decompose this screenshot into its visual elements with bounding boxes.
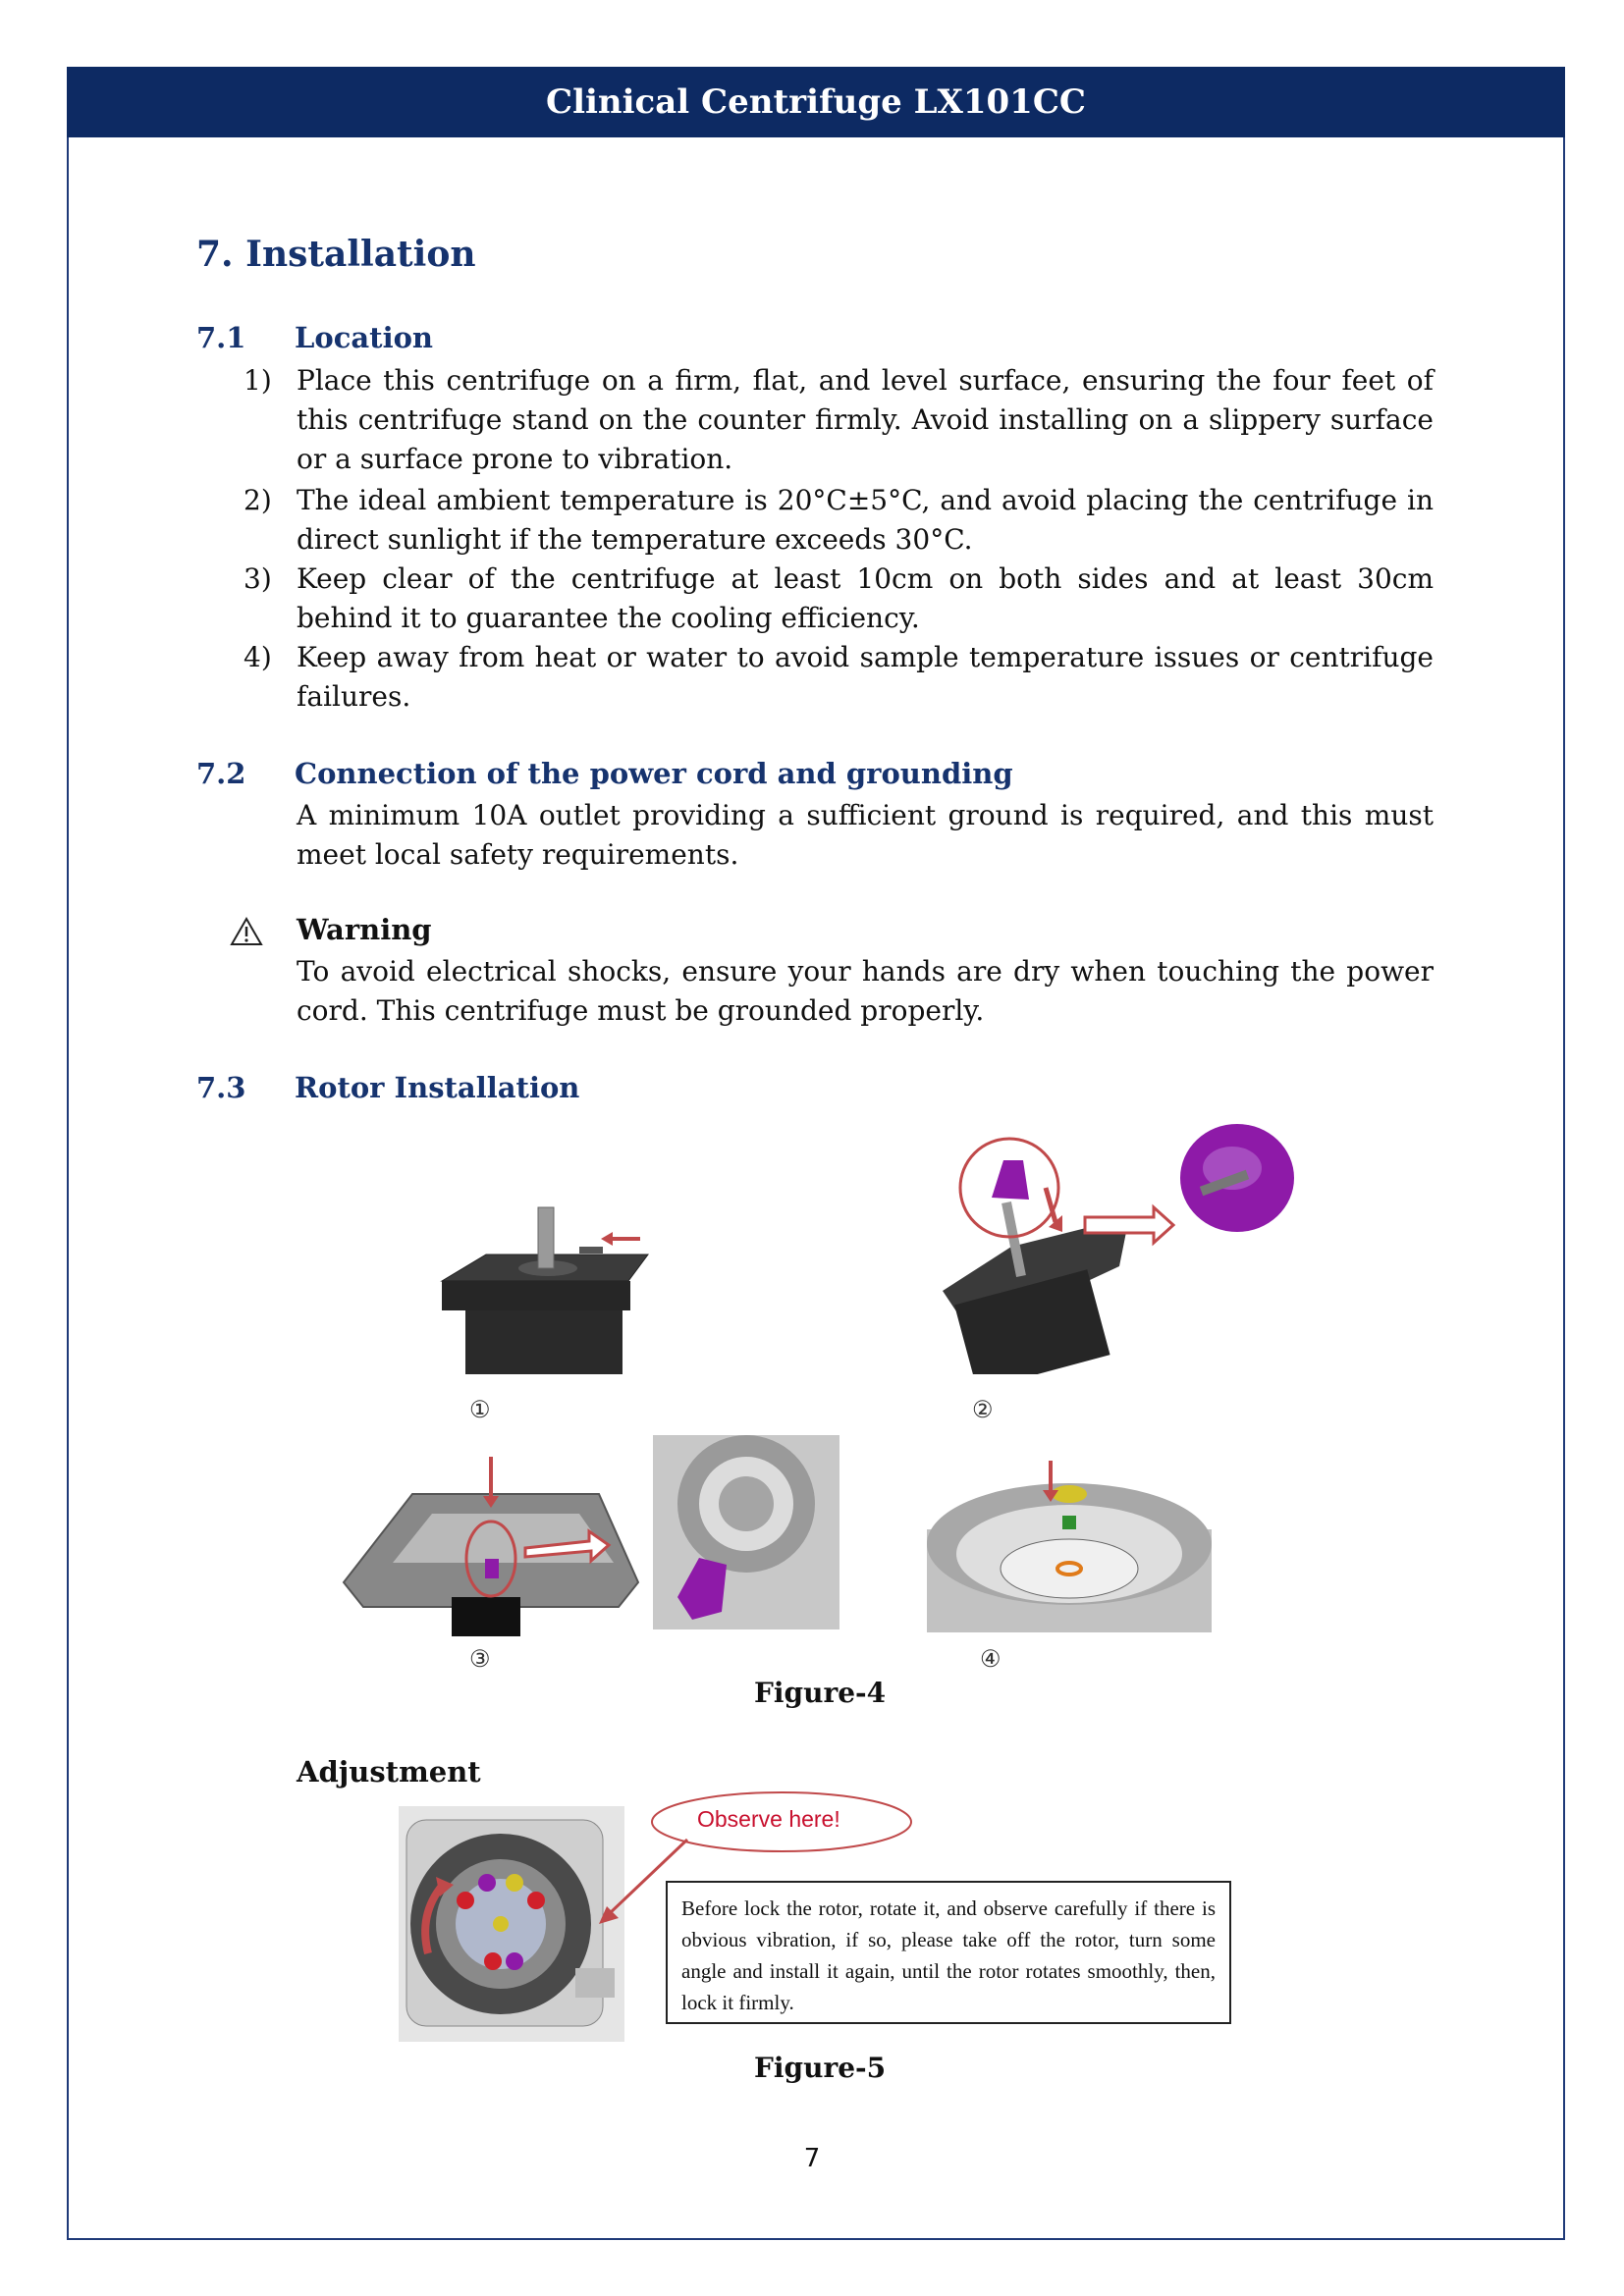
subsection-number: 7.1	[196, 321, 246, 354]
list-text: Place this centrifuge on a firm, flat, and level surface, ensuring the four feet of this centrifuge stand on the counter firmly. Avoid installing on a slippery surface or a surface prone to vibration.	[297, 364, 1434, 475]
list-text: Keep away from heat or water to avoid sample temperature issues or centrifuge failures.	[297, 641, 1434, 713]
list-number: 4)	[244, 641, 272, 673]
adjustment-note: Before lock the rotor, rotate it, and observe carefully if there is obvious vibration, if so, please take off the rotor, turn some angle and install it again, until the rotor rotates smoothly, then, lock it firmly.	[666, 1881, 1231, 2024]
rotor-step-1-image	[432, 1188, 658, 1374]
rotor-step-3-image	[334, 1435, 844, 1641]
subsection-heading: Location	[295, 321, 434, 354]
section-heading: Installation	[245, 234, 476, 275]
figure-4-caption: Figure-4	[754, 1677, 887, 1709]
power-cord-text: A minimum 10A outlet providing a sufficient ground is required, and this must meet local safety requirements.	[297, 799, 1434, 871]
step-number: ③	[469, 1645, 491, 1673]
step-number: ④	[980, 1645, 1001, 1673]
rotor-step-4-image	[927, 1461, 1212, 1632]
step-number: ②	[972, 1396, 994, 1423]
warning-title: Warning	[297, 913, 432, 946]
subsection-heading: Connection of the power cord and grounding	[295, 757, 1013, 790]
section-title	[196, 234, 476, 275]
warning-text: To avoid electrical shocks, ensure your hands are dry when touching the power cord. This centrifuge must be grounded properly.	[297, 955, 1434, 1027]
section-number: 7.	[196, 234, 234, 275]
page-number: 7	[803, 2144, 821, 2173]
warning-icon	[230, 917, 263, 946]
subsection-7-1-title	[196, 321, 433, 354]
subsection-number: 7.2	[196, 757, 246, 790]
page-header: Clinical Centrifuge LX101CC	[67, 67, 1565, 137]
list-number: 3)	[244, 562, 272, 595]
rotor-step-2-image	[933, 1109, 1296, 1374]
subsection-heading: Rotor Installation	[295, 1071, 580, 1104]
list-number: 1)	[244, 364, 272, 397]
list-number: 2)	[244, 484, 272, 516]
step-number: ①	[469, 1396, 491, 1423]
subsection-number: 7.3	[196, 1071, 246, 1104]
subsection-7-2-title	[196, 757, 1013, 790]
figure-5-caption: Figure-5	[754, 2052, 887, 2084]
callout-text: Observe here!	[697, 1806, 840, 1832]
adjustment-title: Adjustment	[297, 1755, 481, 1789]
list-text: The ideal ambient temperature is 20°C±5°C, and avoid placing the centrifuge in direct sunlight if the temperature exceeds 30°C.	[297, 484, 1434, 556]
list-text: Keep clear of the centrifuge at least 10cm on both sides and at least 30cm behind it to guarantee the cooling efficiency.	[297, 562, 1434, 634]
subsection-7-3-title	[196, 1071, 579, 1104]
